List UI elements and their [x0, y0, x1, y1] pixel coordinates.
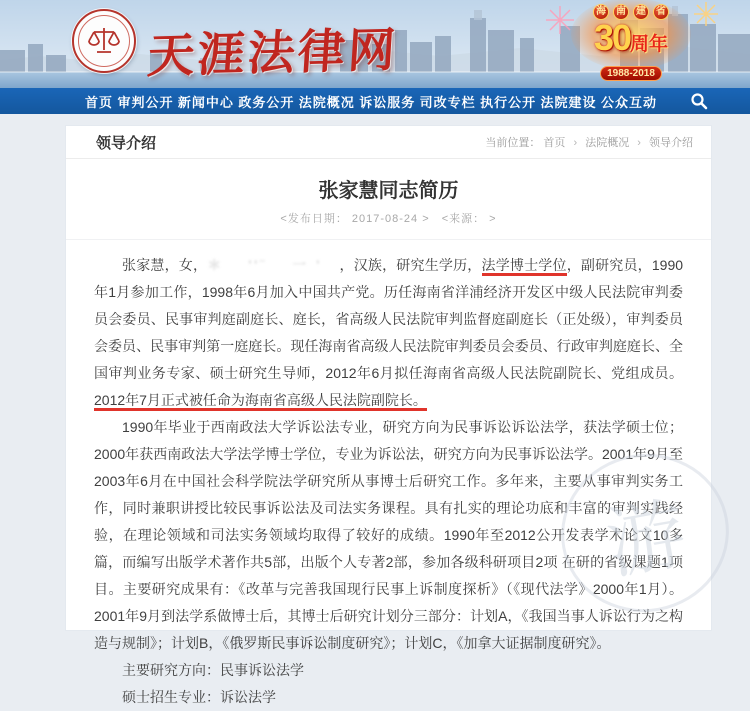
main-nav	[0, 88, 750, 114]
nav-item-litigation-service[interactable]: 诉讼服务	[359, 94, 416, 110]
p1-segment-2: ，汉族，研究生学历，	[339, 257, 482, 273]
paragraph-1	[94, 252, 683, 414]
red-underlined-appointment: 2012年7月正式被任命为海南省高级人民法院副院长。	[94, 392, 427, 411]
source: <来源： >	[441, 213, 497, 225]
breadcrumb-leadership[interactable]: 领导介绍	[649, 137, 693, 149]
badge-main	[583, 17, 679, 63]
breadcrumb	[485, 134, 693, 150]
nav-item-reform-column[interactable]: 司改专栏	[419, 94, 476, 110]
nav-item-enforcement[interactable]: 执行公开	[480, 94, 537, 110]
nav-item-home[interactable]: 首页	[85, 94, 114, 110]
breadcrumb-label: 当前位置：	[485, 137, 541, 149]
breadcrumb-court-overview[interactable]: 法院概况	[585, 137, 630, 149]
badge-number: 30	[593, 17, 631, 58]
badge-char: 建	[633, 4, 649, 20]
paragraph-enrollment-major: 硕士招生专业：诉讼法学	[122, 689, 276, 705]
red-underlined-degree: 法学博士学位	[482, 257, 567, 276]
watermark: 游	[549, 441, 742, 626]
anniversary-badge	[583, 4, 679, 81]
breadcrumb-separator: ›	[573, 137, 578, 149]
article-body	[66, 240, 711, 711]
badge-char: 南	[613, 4, 629, 20]
paragraph-2: 1990年毕业于西南政法大学诉讼法专业，研究方向为民事诉讼诉讼法学，获法学硕士位；2000年获西南政法大学法学博士学位，专业为诉讼法，研究方向为民事诉讼法学。2001年9月至2003年6月在中国社会科学院法学研究所从事博士后研究工作。多年来，主要从事审判实务工作，同时兼职讲授比较民事诉讼法及司法实务课程。具有扎实的理论功底和丰富的审判实践经验，在理论领域和司法实务领域均取得了较好的成绩。1990年至2012公开发表学术论文10多篇，而编写出版学术著作共5部，出版个人专著2部，参加各级科研项目2项 在研的省级课题1项目。主要研究成果有：《改革与完善我国现行民事上诉制度探析》（《现代法学》2000年1月）。2001年9月到法学系做博士后，其博士后研究计划分三部分：计划A，《我国当事人诉讼行为之构造与规制》；计划B，《俄罗斯民事诉讼制度研究》；计划C，《加拿大证据制度研究》。	[94, 419, 683, 651]
article-title: 张家慧同志简历	[318, 180, 459, 202]
court-seal-logo[interactable]	[72, 9, 136, 73]
badge-unit: 周年	[630, 34, 669, 55]
nav-item-court-construction[interactable]: 法院建设	[540, 94, 597, 110]
paragraph-research-direction: 主要研究方向：民事诉讼法学	[122, 662, 304, 678]
breadcrumb-separator: ›	[637, 137, 641, 149]
p1-segment-3: ，副研究员，1990年1月参加工作，1998年6月加入中国共产党。历任海南省洋浦经济开发区中级人民法院审判委员会委员、民事审判庭副庭长、庭长，省高级人民法院审判监督庭副庭长（正处级），审判委员会委员、民事审判第一庭庭长。现任海南省高级人民法院审判委员会委员、行政审判庭庭长、全国审判业务专家、硕士研究生导师，2012年6月拟任海南省高级人民法院副院长、党组成员。	[94, 257, 684, 381]
nav-items	[85, 88, 657, 114]
badge-char: 海	[593, 4, 609, 20]
nav-item-news-center[interactable]: 新闻中心	[177, 94, 234, 110]
section-title: 领导介绍	[96, 134, 157, 152]
nav-item-public-interaction[interactable]: 公众互动	[600, 94, 657, 110]
publish-date: <发布日期： 2017-08-24 >	[280, 213, 430, 225]
firework-left	[546, 6, 574, 34]
breadcrumb-home[interactable]: 首页	[543, 137, 566, 149]
nav-item-court-overview[interactable]: 法院概况	[298, 94, 355, 110]
article-meta	[66, 210, 711, 226]
site-title[interactable]: 天涯法律网	[145, 24, 400, 84]
header-banner	[0, 0, 750, 88]
section-header	[66, 126, 711, 159]
firework-right	[694, 2, 718, 26]
search-icon[interactable]	[690, 92, 708, 110]
nav-item-trial-public[interactable]: 审判公开	[117, 94, 174, 110]
content-panel	[65, 125, 712, 705]
redacted-text: ＊ ''¨ 一 '	[207, 257, 340, 273]
p1-segment-1: 张家慧，女，	[122, 257, 208, 273]
badge-years: 1988-2018	[600, 66, 662, 81]
scales-of-justice-icon	[84, 21, 124, 61]
badge-char: 省	[653, 4, 669, 20]
nav-item-gov-affairs[interactable]: 政务公开	[238, 94, 295, 110]
